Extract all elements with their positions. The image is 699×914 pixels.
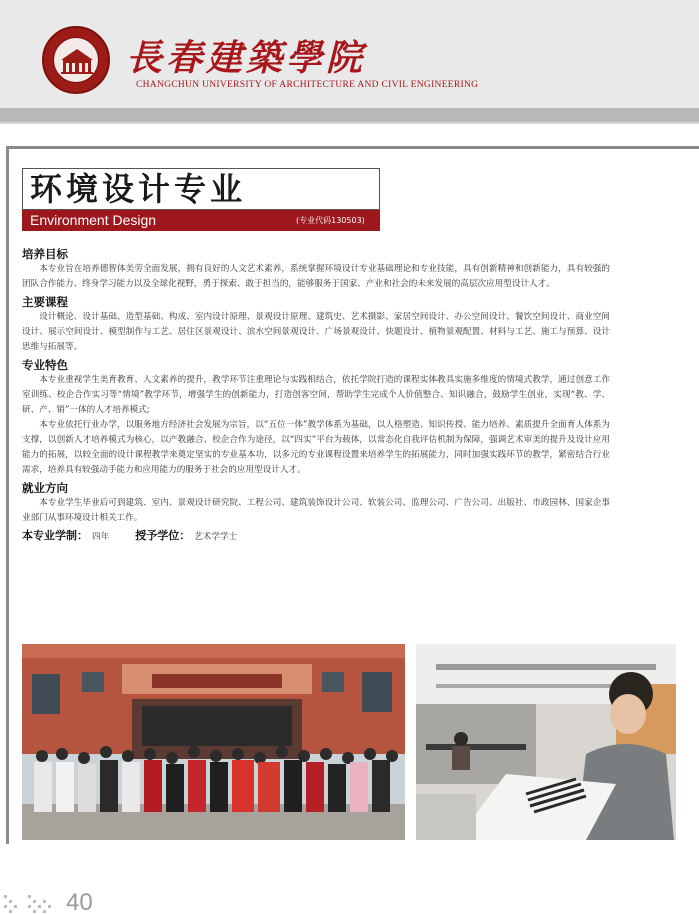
graduation-photo <box>22 644 405 840</box>
study-info <box>22 528 610 545</box>
major-title-cn: 环境设计专业 <box>30 170 247 208</box>
section-heading-features: 专业特色 <box>22 358 68 372</box>
section-heading-goals: 培养目标 <box>22 247 68 261</box>
header-divider <box>0 108 699 122</box>
section-paragraph: 本专业依托行业办学，以服务地方经济社会发展为宗旨，以“五位一体”教学体系为基础，以人格塑造、知识传授、能力培养、素质提升全面育人体系为支撑，以创新人才培养模式为核心，以产教融合、校企合作为途径，以“四实”平台为载体，以常态化自我评估机制为保障，强调艺术审美的提升及设计应用能力的拓展，以较全面的设计课程教学来奠定坚实的专业基本功，以多元的专业课程设置来培养学生的拓展能力，同时加强实践环节的教学，紧密结合行业需求，培养具有较强动手能力和应用能力的服务于社会的应用型设计人才。 <box>22 420 610 475</box>
section-paragraph: 本专业重视学生美育教育、人文素养的提升，教学环节注重理论与实践相结合，依托学院打造的课程实体教具实施多维度的情境式教学，通过创意工作室训练、校企合作实习等“情境”教学环节，增强学生的创新能力，打造创客空间，帮助学生完成个人价值整合、知识融合，鼓励学生创业，实现“教、学、研、产、销”一体的人才培养模式; <box>22 375 610 415</box>
university-name-en: CHANGCHUN UNIVERSITY OF ARCHITECTURE AND CIVIL ENGINEERING <box>136 80 479 90</box>
page-number: 40 <box>66 889 93 914</box>
section-paragraph: 本专业学生毕业后可到建筑、室内、景观设计研究院、工程公司、建筑装饰设计公司、软装公司、监理公司、广告公司、出版社、市政园林、国家企事业部门从事环境设计相关工作。 <box>22 498 610 523</box>
student-drawing-photo <box>416 644 676 840</box>
university-seal-icon <box>42 26 110 94</box>
section-heading-careers: 就业方向 <box>22 481 68 495</box>
university-name-cn: 長春建築學院 <box>126 37 367 79</box>
degree-label: 授予学位： <box>135 529 191 542</box>
major-title-en: Environment Design <box>30 212 157 228</box>
header-divider-line <box>0 122 699 124</box>
major-code: (专业代码130503) <box>296 216 365 225</box>
section-heading-courses: 主要课程 <box>22 295 68 309</box>
major-description <box>22 244 610 545</box>
duration-label: 本专业学制： <box>22 529 88 542</box>
duration-value: 四年 <box>92 532 110 542</box>
section-paragraph: 本专业旨在培养德智体美劳全面发展，拥有良好的人文艺术素养，系统掌握环境设计专业基础理论和专业技能，具有创新精神和创新能力，具有较强的团队合作能力、终身学习能力以及全球化视野，勇于探索、敢于担当的，能够服务于国家、产业和社会的未来发展的高层次应用型设计人才。 <box>22 264 610 289</box>
degree-value: 艺术学学士 <box>194 532 238 542</box>
section-paragraph: 设计概论、设计基础、造型基础、构成、室内设计原理、景观设计原理、建筑史、艺术摄影、家居空间设计、办公空间设计、餐饮空间设计、商业空间设计、展示空间设计、模型制作与工艺、居住区景观设计、滨水空间景观设计、广场景观设计、快题设计、植物景观配置、材料与工艺、施工与预算、设计思维与拓展等。 <box>22 312 610 352</box>
page-decoration-icon <box>2 893 60 914</box>
